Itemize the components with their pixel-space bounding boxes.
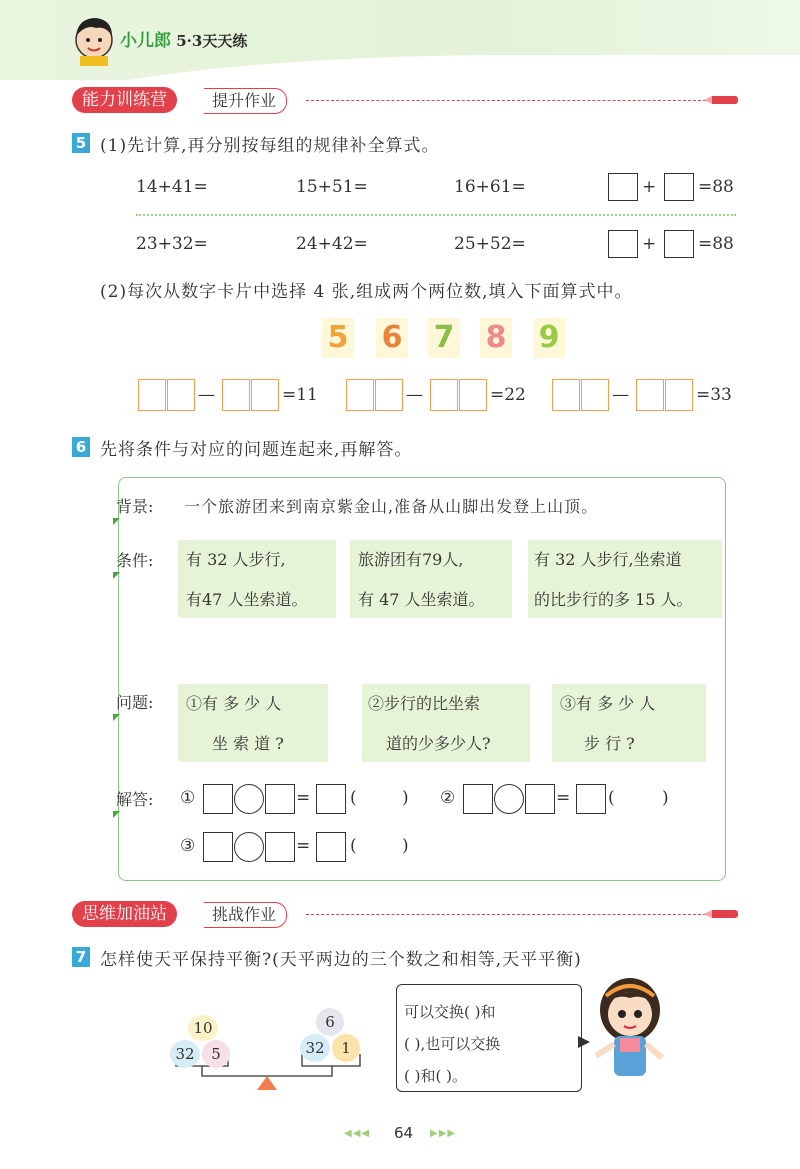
answer-box[interactable]	[203, 784, 233, 814]
digit-box[interactable]	[251, 379, 279, 411]
answer-label: 解答:	[116, 790, 154, 809]
digit-box[interactable]	[665, 379, 693, 411]
number-ball: 10	[188, 1015, 218, 1041]
question-line: 道的少多少人?	[386, 734, 491, 753]
result-text: =33	[696, 385, 732, 405]
number-ball: 32	[170, 1040, 200, 1068]
answer-box[interactable]	[203, 832, 233, 862]
tag-marker	[113, 714, 120, 721]
paren-close: )	[402, 788, 409, 808]
decorative-divider	[136, 214, 736, 216]
digit-box[interactable]	[552, 379, 580, 411]
question-card[interactable]	[178, 684, 328, 762]
section-sub: 提升作业	[204, 88, 287, 114]
equation: 23+32=	[136, 234, 208, 254]
digit-card: 8	[480, 318, 512, 358]
background-text: 一个旅游团来到南京紫金山,准备从山脚出发登上山顶。	[184, 497, 599, 516]
question-label: 问题:	[116, 693, 154, 712]
answer-box[interactable]	[576, 784, 606, 814]
equation: 15+51=	[296, 177, 368, 197]
condition-line: 有47 人坐索道。	[186, 590, 308, 609]
pencil-icon	[712, 910, 738, 918]
equation-tail: =88	[698, 177, 734, 197]
digit-card: 6	[376, 318, 408, 358]
condition-line: 有 32 人步行,	[186, 550, 286, 569]
equation: 16+61=	[454, 177, 526, 197]
digit-box[interactable]	[346, 379, 374, 411]
question-number: 7	[72, 947, 90, 967]
boy-mascot-icon	[66, 10, 122, 66]
question-line: 坐 索 道 ?	[212, 734, 284, 753]
question-line: ①有 多 少 人	[186, 694, 282, 713]
question-line: 步 行 ?	[584, 734, 635, 753]
bubble-text	[404, 996, 500, 1092]
question-number: 6	[72, 437, 90, 457]
condition-line: 旅游团有79人,	[358, 550, 464, 569]
equation: 24+42=	[296, 234, 368, 254]
q6-text: 先将条件与对应的问题连起来,再解答。	[100, 440, 413, 460]
number-ball: 1	[332, 1034, 360, 1062]
result-text: =11	[282, 385, 318, 405]
pencil-icon	[712, 96, 738, 104]
digit-box[interactable]	[167, 379, 195, 411]
background-label: 背景:	[116, 497, 154, 516]
answer-mark: ①	[180, 788, 196, 808]
answer-box[interactable]	[265, 784, 295, 814]
answer-box[interactable]	[463, 784, 493, 814]
answer-box[interactable]	[525, 784, 555, 814]
answer-box[interactable]	[316, 832, 346, 862]
brand-title	[120, 26, 247, 51]
condition-line: 有 47 人坐索道。	[358, 590, 485, 609]
answer-mark: ③	[180, 836, 196, 856]
q5-part1-text: (1)先计算,再分别按每组的规律补全算式。	[100, 136, 440, 156]
condition-line: 的比步行的多 15 人。	[534, 590, 693, 609]
digit-card: 7	[428, 318, 460, 358]
question-line: ③有 多 少 人	[560, 694, 656, 713]
q5-part2-text: (2)每次从数字卡片中选择 4 张,组成两个两位数,填入下面算式中。	[100, 282, 633, 302]
tag-marker	[113, 811, 120, 818]
bubble-line: ( )和( )。	[404, 1067, 467, 1085]
bubble-tail	[578, 1036, 590, 1048]
operator-circle[interactable]	[494, 784, 524, 814]
question-card[interactable]	[362, 684, 530, 762]
answer-box[interactable]	[664, 173, 694, 201]
number-ball: 6	[316, 1008, 344, 1036]
section-sub: 挑战作业	[204, 902, 287, 928]
condition-line: 有 32 人步行,坐索道	[534, 550, 682, 569]
section-dash	[306, 914, 706, 915]
minus-sign: —	[406, 385, 423, 405]
plus-sign: +	[642, 234, 657, 254]
paren-open: (	[350, 836, 357, 856]
digit-box[interactable]	[636, 379, 664, 411]
equals-sign: =	[296, 836, 311, 856]
tag-marker	[113, 572, 120, 579]
q7-text: 怎样使天平保持平衡?(天平两边的三个数之和相等,天平平衡)	[100, 950, 582, 970]
answer-box[interactable]	[265, 832, 295, 862]
brand-main: 5·3天天练	[176, 32, 248, 50]
girl-mascot-icon	[590, 972, 670, 1092]
condition-card[interactable]	[528, 540, 722, 618]
answer-mark: ②	[440, 788, 456, 808]
equals-sign: =	[296, 788, 311, 808]
paren-open: (	[608, 788, 615, 808]
paren-close: )	[662, 788, 669, 808]
equation: 14+41=	[136, 177, 208, 197]
bubble-line: 可以交换( )和	[404, 1003, 496, 1021]
operator-circle[interactable]	[234, 832, 264, 862]
problem-frame	[118, 477, 726, 881]
digit-box[interactable]	[222, 379, 250, 411]
digit-box[interactable]	[459, 379, 487, 411]
digit-box[interactable]	[430, 379, 458, 411]
footer-arrows-right: ▶▶▶	[430, 1128, 457, 1139]
question-card[interactable]	[552, 684, 706, 762]
equation: 25+52=	[454, 234, 526, 254]
page-number: 64	[394, 1124, 414, 1142]
paren-open: (	[350, 788, 357, 808]
plus-sign: +	[642, 177, 657, 197]
digit-card: 5	[322, 318, 354, 358]
answer-box[interactable]	[316, 784, 346, 814]
question-number: 5	[72, 133, 90, 153]
answer-box[interactable]	[608, 173, 638, 201]
condition-label: 条件:	[116, 551, 154, 570]
number-ball: 32	[300, 1034, 330, 1062]
number-ball: 5	[202, 1040, 230, 1068]
digit-box[interactable]	[375, 379, 403, 411]
condition-card[interactable]	[178, 540, 336, 618]
bubble-line: ( ),也可以交换	[404, 1035, 501, 1053]
section-dash	[306, 100, 706, 101]
brand-small: 小儿郎	[120, 31, 171, 51]
minus-sign: —	[198, 385, 215, 405]
result-text: =22	[490, 385, 526, 405]
answer-box[interactable]	[664, 230, 694, 258]
footer-arrows-left: ◀◀◀	[344, 1128, 371, 1139]
section-pill: 能力训练营	[72, 87, 177, 113]
operator-circle[interactable]	[234, 784, 264, 814]
section-pill: 思维加油站	[72, 901, 177, 927]
condition-card[interactable]	[350, 540, 512, 618]
minus-sign: —	[612, 385, 629, 405]
tag-marker	[113, 518, 120, 525]
digit-box[interactable]	[138, 379, 166, 411]
paren-close: )	[402, 836, 409, 856]
digit-card: 9	[533, 318, 565, 358]
equals-sign: =	[556, 788, 571, 808]
digit-box[interactable]	[581, 379, 609, 411]
equation-tail: =88	[698, 234, 734, 254]
answer-box[interactable]	[608, 230, 638, 258]
question-line: ②步行的比坐索	[368, 694, 481, 713]
